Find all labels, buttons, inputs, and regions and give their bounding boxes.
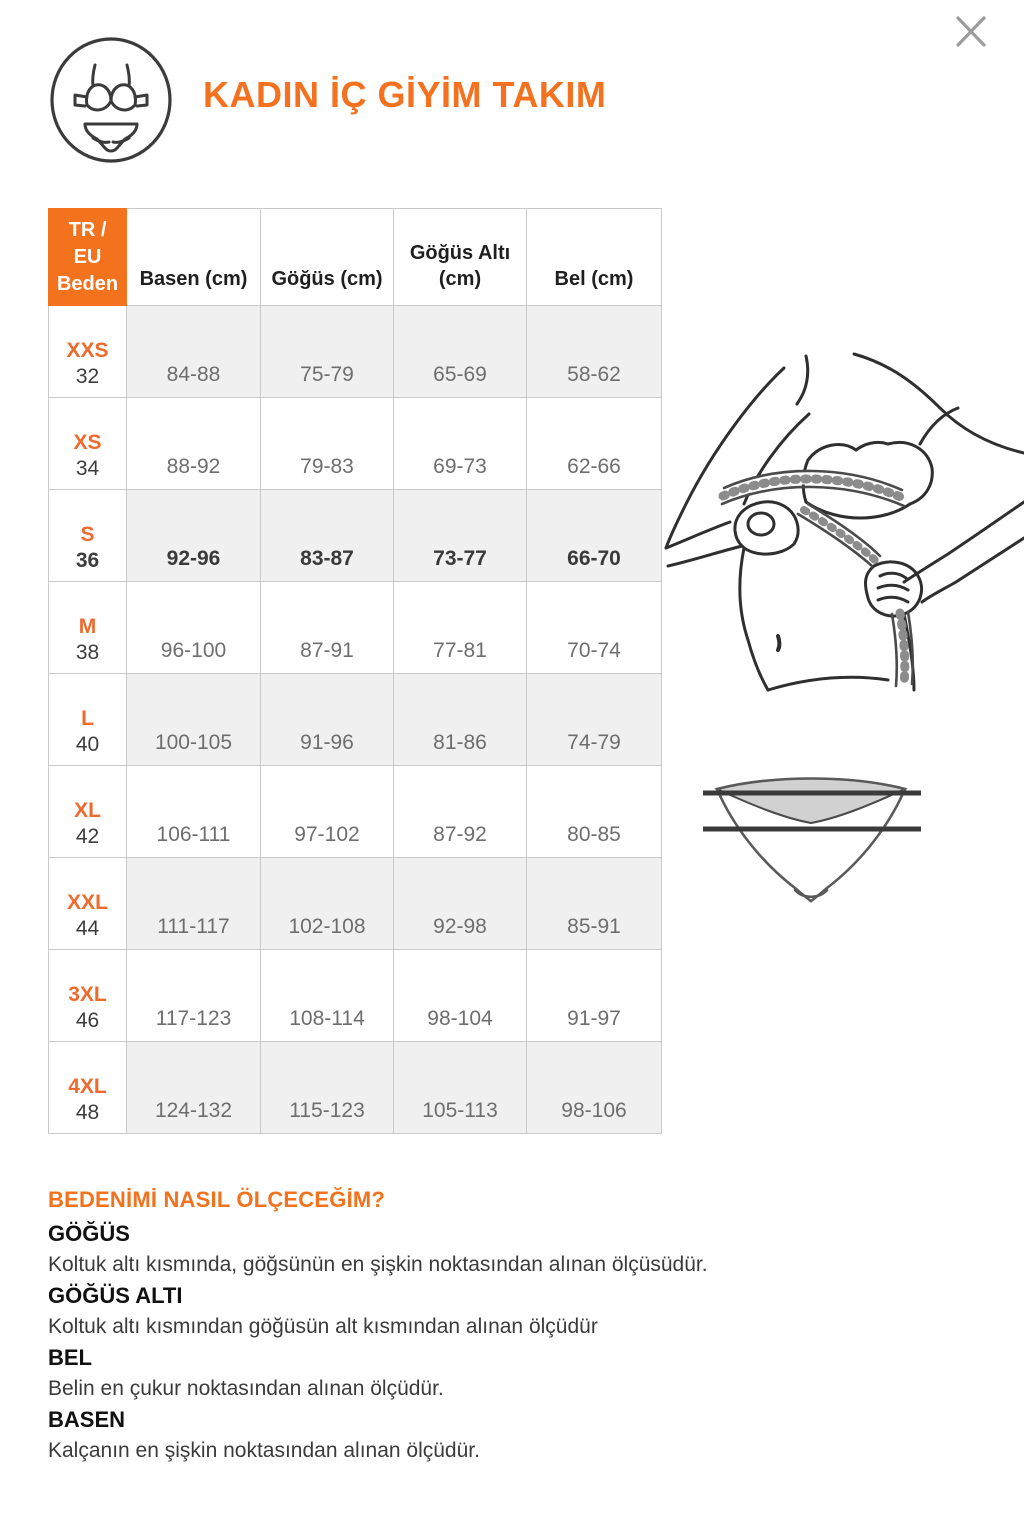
eu-size: 48 [75, 1101, 100, 1124]
measurement-cell: 96-100 [127, 582, 261, 674]
size-label: XXL [67, 891, 108, 914]
close-icon [954, 14, 988, 48]
measurement-cell: 84-88 [127, 306, 261, 398]
waist-hip-measurement-illustration [703, 768, 921, 910]
measurement-cell: 111-117 [127, 858, 261, 950]
table-row [49, 950, 662, 1042]
category-badge [46, 34, 176, 166]
bra-and-panties-icon [46, 34, 176, 166]
column-header-bel: Bel (cm) [527, 209, 662, 306]
page-title: KADIN İÇ GİYİM TAKIM [203, 74, 607, 115]
measurement-cell: 79-83 [261, 398, 394, 490]
column-header-gogus-alti: Göğüs Altı (cm) [394, 209, 527, 306]
size-cell [49, 858, 127, 950]
measurement-cell: 91-97 [527, 950, 662, 1042]
measurement-cell: 70-74 [527, 582, 662, 674]
measurement-cell: 105-113 [394, 1042, 527, 1134]
eu-size: 36 [75, 549, 100, 572]
measurement-cell: 100-105 [127, 674, 261, 766]
size-label: L [81, 707, 94, 730]
guide-term: GÖĞÜS [48, 1221, 130, 1246]
measurement-cell: 92-96 [127, 490, 261, 582]
close-button[interactable] [952, 12, 990, 50]
eu-size: 40 [75, 733, 100, 756]
table-row [49, 674, 662, 766]
measurement-cell: 73-77 [394, 490, 527, 582]
size-label: 3XL [68, 983, 107, 1006]
size-cell [49, 490, 127, 582]
measurement-cell: 80-85 [527, 766, 662, 858]
eu-size: 38 [75, 641, 100, 664]
corner-line: Beden [56, 272, 119, 295]
table-row [49, 766, 662, 858]
guide-definition: Kalçanın en şişkin noktasından alınan ölçüdür. [48, 1439, 480, 1462]
column-header-gogus: Göğüs (cm) [261, 209, 394, 306]
measurement-cell: 62-66 [527, 398, 662, 490]
size-cell [49, 674, 127, 766]
size-table-body [49, 306, 662, 1134]
size-column-header [49, 209, 127, 306]
size-cell [49, 1042, 127, 1134]
measurement-cell: 117-123 [127, 950, 261, 1042]
measurement-cell: 108-114 [261, 950, 394, 1042]
guide-definition: Koltuk altı kısmında, göğsünün en şişkin noktasından alınan ölçüsüdür. [48, 1253, 708, 1276]
measurement-cell: 75-79 [261, 306, 394, 398]
measurement-cell: 88-92 [127, 398, 261, 490]
table-row [49, 858, 662, 950]
measurement-cell: 74-79 [527, 674, 662, 766]
corner-line: EU [73, 245, 102, 268]
size-cell [49, 766, 127, 858]
measurement-cell: 83-87 [261, 490, 394, 582]
measuring-guide [48, 1182, 828, 1466]
size-label: M [78, 615, 97, 638]
measurement-cell: 81-86 [394, 674, 527, 766]
measurement-cell: 87-92 [394, 766, 527, 858]
measurement-cell: 66-70 [527, 490, 662, 582]
table-row [49, 306, 662, 398]
corner-line: TR / [68, 218, 107, 241]
eu-size: 44 [75, 917, 100, 940]
table-header-row [49, 209, 662, 306]
size-label: XL [74, 799, 101, 822]
size-cell [49, 950, 127, 1042]
measurement-cell: 102-108 [261, 858, 394, 950]
guide-title: BEDENİMİ NASIL ÖLÇECEĞİM? [48, 1187, 386, 1212]
eu-size: 34 [75, 457, 100, 480]
measurement-cell: 106-111 [127, 766, 261, 858]
measurement-cell: 124-132 [127, 1042, 261, 1134]
measurement-cell: 97-102 [261, 766, 394, 858]
size-label: XS [73, 431, 102, 454]
table-row [49, 582, 662, 674]
eu-size: 42 [75, 825, 100, 848]
measurement-cell: 92-98 [394, 858, 527, 950]
size-cell [49, 306, 127, 398]
size-label: S [80, 523, 95, 546]
guide-term: GÖĞÜS ALTI [48, 1283, 183, 1308]
eu-size: 46 [75, 1009, 100, 1032]
table-row [49, 398, 662, 490]
bust-measurement-illustration [658, 352, 1024, 692]
measurement-cell: 98-106 [527, 1042, 662, 1134]
measurement-cell: 85-91 [527, 858, 662, 950]
measurement-cell: 65-69 [394, 306, 527, 398]
column-header-basen: Basen (cm) [127, 209, 261, 306]
measurement-cell: 58-62 [527, 306, 662, 398]
table-row [49, 1042, 662, 1134]
measurement-cell: 87-91 [261, 582, 394, 674]
size-cell [49, 582, 127, 674]
measurement-cell: 77-81 [394, 582, 527, 674]
guide-term: BASEN [48, 1407, 126, 1432]
guide-term: BEL [48, 1345, 92, 1370]
size-cell [49, 398, 127, 490]
measurement-cell: 69-73 [394, 398, 527, 490]
size-label: 4XL [68, 1075, 107, 1098]
measurement-cell: 115-123 [261, 1042, 394, 1134]
guide-definition: Belin en çukur noktasından alınan ölçüdür. [48, 1377, 444, 1400]
guide-definition: Koltuk altı kısmından göğüsün alt kısmından alınan ölçüdür [48, 1315, 598, 1338]
measurement-cell: 98-104 [394, 950, 527, 1042]
eu-size: 32 [75, 365, 100, 388]
size-table [48, 208, 662, 1134]
size-label: XXS [66, 339, 109, 362]
measurement-cell: 91-96 [261, 674, 394, 766]
table-row [49, 490, 662, 582]
guide-items [48, 1218, 828, 1466]
